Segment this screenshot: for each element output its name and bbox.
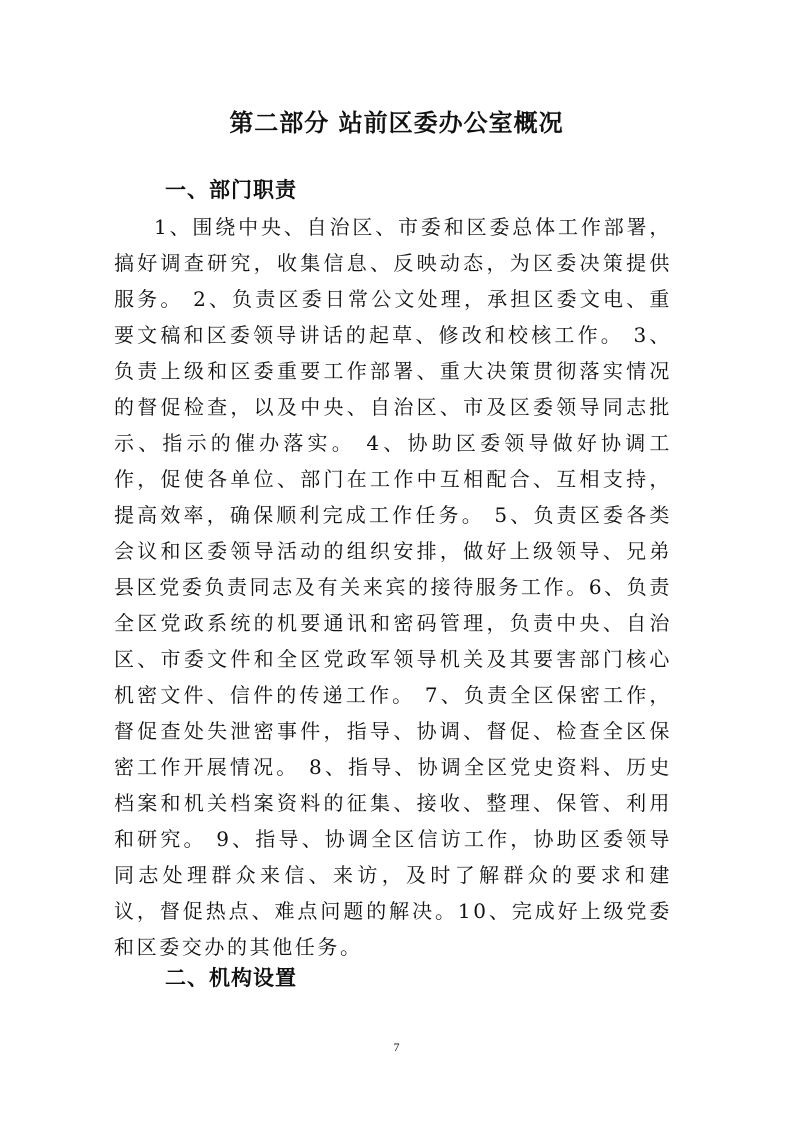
- responsibilities-paragraph: 1、围绕中央、自治区、市委和区委总体工作部署，搞好调查研究，收集信息、反映动态，为区委决策提供服务。 2、负责区委日常公文处理，承担区委文电、重要文稿和区委领导讲话的起草、修改和校核工作。 3、负责上级和区委重要工作部署、重大决策贯彻落实情况的督促检查，以及中央、自治区、市及区委领导同志批示、指示的催办落实。 4、协助区委领导做好协调工作，促使各单位、部门在工作中互相配合、互相支持，提高效率，确保顺利完成工作任务。 5、负责区委各类会议和区委领导活动的组织安排，做好上级领导、兄弟县区党委负责同志及有关来宾的接待服务工作。6、负责全区党政系统的机要通讯和密码管理，负责中央、自治区、市委文件和全区党政军领导机关及其要害部门核心机密文件、信件的传递工作。 7、负责全区保密工作，督促查处失泄密事件，指导、协调、督促、检查全区保密工作开展情况。 8、指导、协调全区党史资料、历史档案和机关档案资料的征集、接收、整理、保管、利用和研究。 9、指导、协调全区信访工作，协助区委领导同志处理群众来信、来访，及时了解群众的要求和建议，督促热点、难点问题的解决。10、完成好上级党委和区委交办的其他任务。: [114, 215, 672, 959]
- section-heading-organization: 二、机构设置: [165, 965, 297, 990]
- page-number: 7: [393, 1040, 400, 1054]
- section-heading-responsibilities: 一、部门职责: [165, 177, 297, 202]
- page-title: 第二部分 站前区委办公室概况: [229, 108, 564, 137]
